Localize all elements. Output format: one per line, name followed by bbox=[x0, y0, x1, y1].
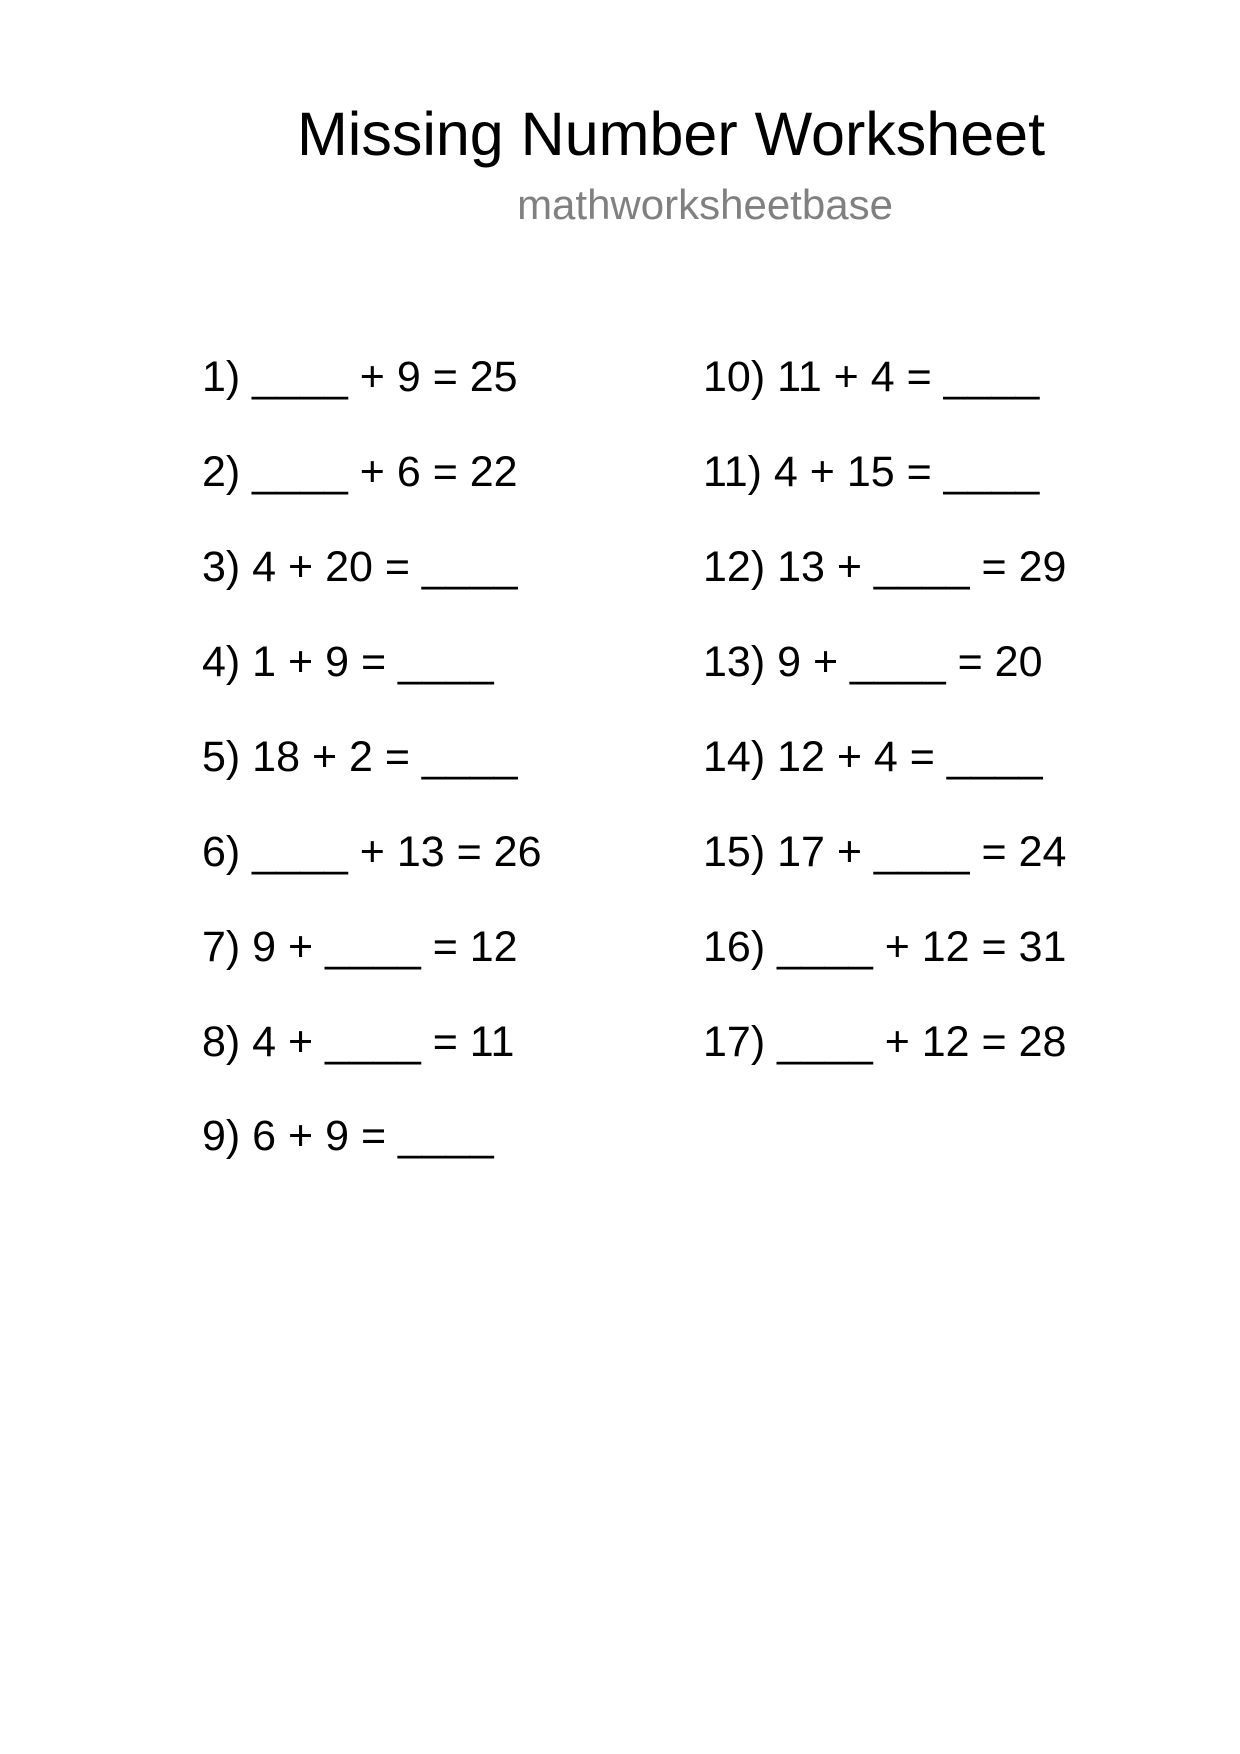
problem-1: 1) ____ + 9 = 25 bbox=[202, 353, 518, 401]
problem-11: 11) 4 + 15 = ____ bbox=[703, 448, 1040, 496]
problem-13: 13) 9 + ____ = 20 bbox=[703, 638, 1043, 686]
worksheet-title: Missing Number Worksheet bbox=[296, 100, 1046, 168]
problem-14: 14) 12 + 4 = ____ bbox=[703, 733, 1043, 781]
problem-16: 16) ____ + 12 = 31 bbox=[703, 923, 1067, 971]
problem-8: 8) 4 + ____ = 11 bbox=[202, 1018, 515, 1066]
problem-2: 2) ____ + 6 = 22 bbox=[202, 448, 518, 496]
problem-10: 10) 11 + 4 = ____ bbox=[703, 353, 1040, 401]
problem-9: 9) 6 + 9 = ____ bbox=[202, 1112, 494, 1160]
problem-3: 3) 4 + 20 = ____ bbox=[202, 543, 518, 591]
problem-6: 6) ____ + 13 = 26 bbox=[202, 828, 542, 876]
problem-15: 15) 17 + ____ = 24 bbox=[703, 828, 1067, 876]
problem-12: 12) 13 + ____ = 29 bbox=[703, 543, 1067, 591]
problem-4: 4) 1 + 9 = ____ bbox=[202, 638, 494, 686]
problem-5: 5) 18 + 2 = ____ bbox=[202, 733, 518, 781]
problem-17: 17) ____ + 12 = 28 bbox=[703, 1018, 1067, 1066]
worksheet-subtitle: mathworksheetbase bbox=[517, 181, 893, 228]
problem-7: 7) 9 + ____ = 12 bbox=[202, 923, 518, 971]
